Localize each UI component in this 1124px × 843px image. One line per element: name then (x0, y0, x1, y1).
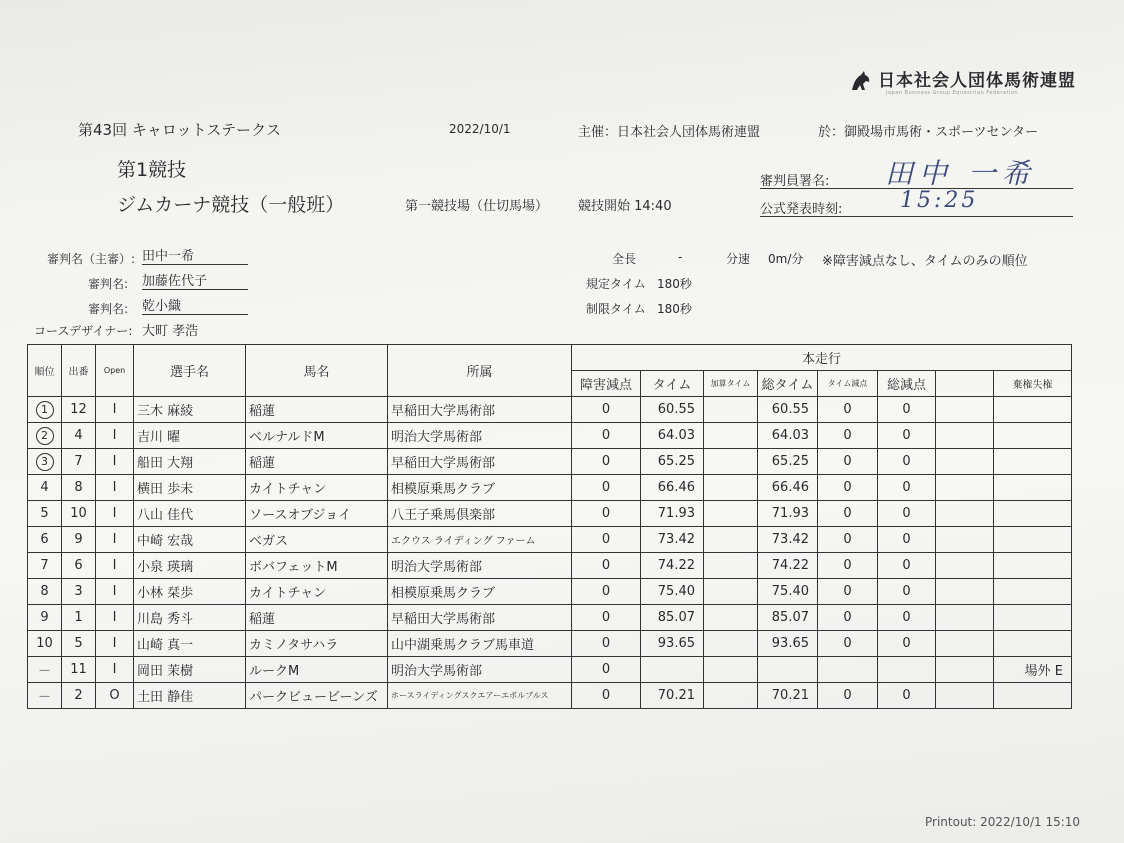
event-host: 主催：日本社会人団体馬術連盟 (578, 125, 761, 140)
col-run: 本走行 (572, 345, 1072, 371)
club-cell: エクウス ライディング ファーム (388, 527, 572, 553)
open-cell: I (96, 579, 134, 605)
total-time-cell: 60.55 (758, 397, 818, 423)
rider-cell: 八山 佳代 (134, 501, 246, 527)
open-cell: I (96, 605, 134, 631)
open-cell: I (96, 423, 134, 449)
start-time: 競技開始 14:40 (578, 199, 672, 214)
total-penalty-cell: 0 (878, 631, 936, 657)
add-time-cell (704, 631, 758, 657)
open-cell: I (96, 631, 134, 657)
total-time-cell (758, 657, 818, 683)
table-row (28, 423, 1072, 449)
time-cell: 85.07 (641, 605, 704, 631)
add-time-cell (704, 423, 758, 449)
rank-cell: 5 (28, 501, 62, 527)
club-cell: 早稲田大学馬術部 (388, 605, 572, 631)
rider-cell: 小林 栞歩 (134, 579, 246, 605)
col-add-time: 加算タイム (704, 371, 758, 397)
horse-cell: 稲蓮 (246, 397, 388, 423)
competition-number: 第1競技 (117, 159, 187, 181)
total-penalty-cell: 0 (878, 397, 936, 423)
results-table (27, 344, 1072, 709)
total-penalty-cell: 0 (878, 501, 936, 527)
horse-cell: ボバフェットM (246, 553, 388, 579)
horse-logo-icon (848, 68, 874, 94)
blank-cell (936, 397, 994, 423)
organizer-name: 日本社会人団体馬術連盟 (878, 71, 1076, 91)
col-fault: 障害減点 (572, 371, 641, 397)
printout-stamp: Printout: 2022/10/1 15:10 (925, 815, 1081, 829)
col-blank (936, 371, 994, 397)
col-total-penalty: 総減点 (878, 371, 936, 397)
total-time-cell: 74.22 (758, 553, 818, 579)
time-penalty-cell: 0 (818, 579, 878, 605)
withdraw-cell (994, 605, 1072, 631)
col-withdraw: 棄権失権 (994, 371, 1072, 397)
arena: 第一競技場（仕切馬場） (405, 199, 549, 214)
rider-cell: 岡田 茉樹 (134, 657, 246, 683)
club-cell: 山中湖乗馬クラブ馬車道 (388, 631, 572, 657)
horse-cell: カイトチャン (246, 475, 388, 501)
blank-cell (936, 449, 994, 475)
open-cell: I (96, 501, 134, 527)
withdraw-cell (994, 579, 1072, 605)
table-row (28, 501, 1072, 527)
official-label-2: 審判名: (88, 302, 129, 316)
rank-cell: 10 (28, 631, 62, 657)
open-cell: I (96, 657, 134, 683)
horse-cell: ソースオブジョイ (246, 501, 388, 527)
club-cell: 早稲田大学馬術部 (388, 449, 572, 475)
fault-cell: 0 (572, 423, 641, 449)
withdraw-cell (994, 553, 1072, 579)
course-length-value: - (678, 250, 683, 264)
table-row (28, 397, 1072, 423)
fault-cell: 0 (572, 631, 641, 657)
total-penalty-cell: 0 (878, 605, 936, 631)
time-cell: 75.40 (641, 579, 704, 605)
event-date: 2022/10/1 (449, 122, 511, 136)
time-cell: 93.65 (641, 631, 704, 657)
fault-cell: 0 (572, 683, 641, 709)
organizer-subtitle: Japan Business Group Equestrian Federation (886, 90, 1019, 96)
time-penalty-cell: 0 (818, 631, 878, 657)
ranking-note: ※障害減点なし、タイムのみの順位 (822, 254, 1028, 269)
time-penalty-cell: 0 (818, 553, 878, 579)
total-penalty-cell: 0 (878, 449, 936, 475)
fault-cell: 0 (572, 527, 641, 553)
fault-cell: 0 (572, 657, 641, 683)
col-time-penalty: タイム減点 (818, 371, 878, 397)
time-penalty-cell: 0 (818, 683, 878, 709)
horse-cell: 稲蓮 (246, 449, 388, 475)
total-penalty-cell: 0 (878, 475, 936, 501)
col-rider: 選手名 (134, 345, 246, 397)
total-time-cell: 70.21 (758, 683, 818, 709)
bib-cell: 1 (62, 605, 96, 631)
limit-time-value: 180秒 (657, 302, 692, 316)
open-cell: O (96, 683, 134, 709)
bib-cell: 3 (62, 579, 96, 605)
club-cell: ホースライディングスクエアーエボルブルス (388, 683, 572, 709)
total-time-cell: 66.46 (758, 475, 818, 501)
total-penalty-cell: 0 (878, 683, 936, 709)
col-bib: 出番 (62, 345, 96, 397)
total-penalty-cell: 0 (878, 579, 936, 605)
col-total-time: 総タイム (758, 371, 818, 397)
time-penalty-cell: 0 (818, 423, 878, 449)
col-rank: 順位 (28, 345, 62, 397)
rank-cell (28, 449, 62, 475)
add-time-cell (704, 657, 758, 683)
col-horse: 馬名 (246, 345, 388, 397)
add-time-cell (704, 553, 758, 579)
table-row (28, 683, 1072, 709)
circled-rank: 2 (36, 427, 54, 445)
open-cell: I (96, 397, 134, 423)
blank-cell (936, 553, 994, 579)
table-row (28, 631, 1072, 657)
blank-cell (936, 631, 994, 657)
open-cell: I (96, 527, 134, 553)
total-time-cell: 71.93 (758, 501, 818, 527)
rank-cell: 6 (28, 527, 62, 553)
fault-cell: 0 (572, 449, 641, 475)
open-cell: I (96, 449, 134, 475)
table-row (28, 657, 1072, 683)
rank-cell: 8 (28, 579, 62, 605)
add-time-cell (704, 527, 758, 553)
fault-cell: 0 (572, 397, 641, 423)
club-cell: 相模原乗馬クラブ (388, 475, 572, 501)
event-venue: 於：御殿場市馬術・スポーツセンター (818, 125, 1038, 140)
bib-cell: 8 (62, 475, 96, 501)
rider-cell: 吉川 曜 (134, 423, 246, 449)
time-cell: 70.21 (641, 683, 704, 709)
table-row (28, 553, 1072, 579)
time-penalty-cell: 0 (818, 449, 878, 475)
time-cell: 60.55 (641, 397, 704, 423)
fault-cell: 0 (572, 501, 641, 527)
rank-cell (28, 397, 62, 423)
official-label-3: コースデザイナー: (34, 324, 133, 338)
add-time-cell (704, 579, 758, 605)
time-cell: 73.42 (641, 527, 704, 553)
club-cell: 早稲田大学馬術部 (388, 397, 572, 423)
judge-signature-label: 審判員署名: (760, 174, 830, 189)
bib-cell: 2 (62, 683, 96, 709)
event-title: 第43回 キャロットステークス (78, 121, 281, 139)
col-time: タイム (641, 371, 704, 397)
bib-cell: 10 (62, 501, 96, 527)
add-time-cell (704, 475, 758, 501)
header-row (28, 345, 1072, 371)
col-open: Open (96, 345, 134, 397)
blank-cell (936, 423, 994, 449)
withdraw-cell: 場外 E (994, 657, 1072, 683)
standard-time-label: 規定タイム (586, 277, 646, 291)
rider-cell: 船田 大翔 (134, 449, 246, 475)
official-name-2: 乾小織 (142, 295, 248, 315)
withdraw-cell (994, 631, 1072, 657)
blank-cell (936, 579, 994, 605)
standard-time-value: 180秒 (657, 277, 692, 291)
official-name-3: 大町 孝浩 (142, 324, 199, 339)
competition-name: ジムカーナ競技（一般班） (117, 194, 345, 216)
add-time-cell (704, 397, 758, 423)
limit-time-label: 制限タイム (586, 302, 646, 316)
official-label-1: 審判名: (88, 277, 129, 291)
rank-cell (28, 423, 62, 449)
horse-cell: カミノタサハラ (246, 631, 388, 657)
fault-cell: 0 (572, 605, 641, 631)
total-time-cell: 64.03 (758, 423, 818, 449)
horse-cell: ルークM (246, 657, 388, 683)
time-penalty-cell: 0 (818, 475, 878, 501)
circled-rank: 3 (36, 453, 54, 471)
rider-cell: 山崎 真一 (134, 631, 246, 657)
time-penalty-cell: 0 (818, 397, 878, 423)
bib-cell: 5 (62, 631, 96, 657)
fault-cell: 0 (572, 475, 641, 501)
open-cell: I (96, 475, 134, 501)
withdraw-cell (994, 423, 1072, 449)
withdraw-cell (994, 449, 1072, 475)
total-penalty-cell: 0 (878, 527, 936, 553)
rider-cell: 土田 静佳 (134, 683, 246, 709)
time-cell: 74.22 (641, 553, 704, 579)
club-cell: 明治大学馬術部 (388, 423, 572, 449)
withdraw-cell (994, 683, 1072, 709)
course-length-label: 全長 (612, 252, 637, 266)
official-time-label: 公式発表時刻: (760, 202, 843, 217)
time-cell: 64.03 (641, 423, 704, 449)
rider-cell: 中崎 宏哉 (134, 527, 246, 553)
blank-cell (936, 527, 994, 553)
official-name-1: 加藤佐代子 (142, 270, 248, 290)
table-row (28, 527, 1072, 553)
club-cell: 明治大学馬術部 (388, 657, 572, 683)
time-penalty-cell: 0 (818, 527, 878, 553)
withdraw-cell (994, 397, 1072, 423)
time-penalty-cell: 0 (818, 605, 878, 631)
blank-cell (936, 475, 994, 501)
time-penalty-cell (818, 657, 878, 683)
total-time-cell: 75.40 (758, 579, 818, 605)
table-row (28, 449, 1072, 475)
horse-cell: ベルナルドM (246, 423, 388, 449)
official-name-0: 田中一希 (142, 245, 248, 265)
speed-label: 分速 (726, 252, 751, 266)
total-time-cell: 65.25 (758, 449, 818, 475)
horse-cell: パークビュービーンズ (246, 683, 388, 709)
rank-cell: 7 (28, 553, 62, 579)
withdraw-cell (994, 501, 1072, 527)
rider-cell: 小泉 瑛璃 (134, 553, 246, 579)
rider-cell: 横田 歩未 (134, 475, 246, 501)
add-time-cell (704, 501, 758, 527)
bib-cell: 4 (62, 423, 96, 449)
total-time-cell: 73.42 (758, 527, 818, 553)
blank-cell (936, 657, 994, 683)
horse-cell: ベガス (246, 527, 388, 553)
total-time-cell: 85.07 (758, 605, 818, 631)
add-time-cell (704, 605, 758, 631)
club-cell: 明治大学馬術部 (388, 553, 572, 579)
speed-value: 0m/分 (768, 252, 804, 266)
withdraw-cell (994, 527, 1072, 553)
blank-cell (936, 683, 994, 709)
bib-cell: 6 (62, 553, 96, 579)
time-cell: 71.93 (641, 501, 704, 527)
total-time-cell: 93.65 (758, 631, 818, 657)
col-club: 所属 (388, 345, 572, 397)
horse-cell: カイトチャン (246, 579, 388, 605)
open-cell: I (96, 553, 134, 579)
rank-cell: － (28, 657, 62, 683)
table-row (28, 579, 1072, 605)
total-penalty-cell: 0 (878, 553, 936, 579)
rank-cell: － (28, 683, 62, 709)
time-penalty-cell: 0 (818, 501, 878, 527)
official-time-handwritten: 15:25 (900, 188, 979, 213)
table-row (28, 605, 1072, 631)
withdraw-cell (994, 475, 1072, 501)
blank-cell (936, 605, 994, 631)
blank-cell (936, 501, 994, 527)
club-cell: 相模原乗馬クラブ (388, 579, 572, 605)
club-cell: 八王子乗馬倶楽部 (388, 501, 572, 527)
total-penalty-cell: 0 (878, 423, 936, 449)
bib-cell: 12 (62, 397, 96, 423)
total-penalty-cell (878, 657, 936, 683)
horse-cell: 稲蓮 (246, 605, 388, 631)
time-cell: 65.25 (641, 449, 704, 475)
add-time-cell (704, 683, 758, 709)
rank-cell: 4 (28, 475, 62, 501)
bib-cell: 9 (62, 527, 96, 553)
add-time-cell (704, 449, 758, 475)
judge-signature: 田中 一希 (885, 157, 1036, 190)
time-cell (641, 657, 704, 683)
official-label-0: 審判名（主審）: (47, 252, 136, 266)
rider-cell: 三木 麻綾 (134, 397, 246, 423)
bib-cell: 11 (62, 657, 96, 683)
fault-cell: 0 (572, 553, 641, 579)
table-row (28, 475, 1072, 501)
bib-cell: 7 (62, 449, 96, 475)
fault-cell: 0 (572, 579, 641, 605)
circled-rank: 1 (36, 401, 54, 419)
rank-cell: 9 (28, 605, 62, 631)
rider-cell: 川島 秀斗 (134, 605, 246, 631)
time-cell: 66.46 (641, 475, 704, 501)
